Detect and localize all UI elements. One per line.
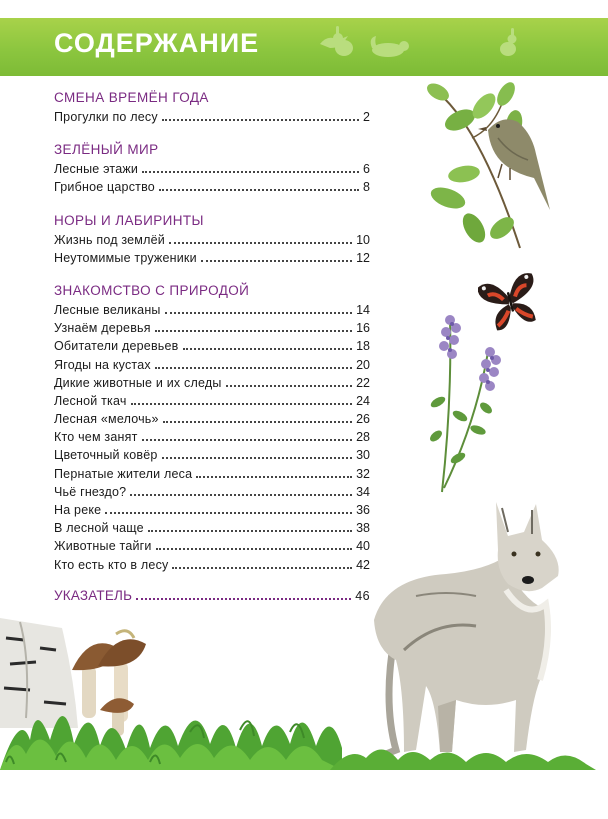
toc-entry[interactable] [54,108,370,126]
toc-entry[interactable] [54,231,370,249]
dot-leader [142,439,353,441]
squirrel-icon [368,32,414,60]
entry-title: Дикие животные и их следы [54,375,222,390]
dot-leader [105,512,352,514]
section-title: ЗЕЛЁНЫЙ МИР [54,142,159,158]
toc-entry[interactable] [54,301,370,319]
dot-leader [162,119,359,121]
page-number: 16 [356,321,370,336]
entry-title: Ягоды на кустах [54,357,151,372]
page-number: 22 [356,375,370,390]
page-number: 42 [356,557,370,572]
dot-leader [183,348,353,350]
page-number: 18 [356,339,370,354]
page-title: СОДЕРЖАНИЕ [54,28,260,58]
entry-title: Лесная «мелочь» [54,412,159,427]
entry-title: Цветочный ковёр [54,448,158,463]
entry-title: На реке [54,503,102,517]
dot-leader [196,476,352,478]
entry-title: Животные тайги [54,539,152,554]
page-number: 6 [363,162,370,177]
page-number: 10 [356,232,370,247]
toc-entry[interactable] [54,501,370,519]
toc-entry[interactable] [54,160,370,178]
page-number: 38 [356,521,370,536]
toc-entry[interactable] [54,319,370,337]
dot-leader [172,567,352,569]
dot-leader [156,548,352,550]
page-number: 8 [363,180,370,195]
purple-flower [430,312,520,496]
dot-leader [155,330,352,332]
entry-title: Жизнь под землёй [54,232,165,247]
dot-leader [165,312,352,314]
entry-title: Лесные этажи [54,162,139,177]
dot-leader [136,598,351,600]
page-number: 34 [356,484,370,499]
entry-title: Обитатели деревьев [54,339,179,354]
section-title: НОРЫ И ЛАБИРИНТЫ [54,212,204,228]
page-number: 26 [356,412,370,427]
dot-leader [159,189,359,191]
entry-title: Чьё гнездо? [54,484,127,499]
index-title: УКАЗАТЕЛЬ [54,587,133,603]
rabbit-icon [330,26,356,58]
dot-leader [226,385,353,387]
toc-entry[interactable] [54,249,370,267]
dot-leader [130,494,352,496]
toc-entry[interactable] [54,178,370,196]
page-number: 28 [356,430,370,445]
entry-title: Кто чем занят [54,430,138,445]
page-number: 14 [356,302,370,317]
entry-title: В лесной чаще [54,521,144,536]
page-number: 20 [356,357,370,372]
toc-index-entry[interactable] [54,586,370,606]
toc-entry[interactable] [54,556,370,574]
dot-leader [155,367,352,369]
page-number: 24 [356,393,370,408]
toc-entry[interactable] [54,428,370,446]
toc-entry[interactable] [54,519,370,537]
entry-title: Лесные великаны [54,302,161,317]
header-banner [0,18,608,76]
dot-leader [201,260,352,262]
toc-entry[interactable] [54,537,370,555]
page-number: 2 [363,110,370,124]
entry-title: Кто есть кто в лесу [54,557,169,572]
bird-on-branch [424,78,554,254]
section-title: ЗНАКОМСТВО С ПРИРОДОЙ [54,282,250,298]
page-number: 32 [356,466,370,481]
table-of-contents [54,88,370,606]
toc-entry[interactable] [54,337,370,355]
grass [0,660,608,770]
page-number: 30 [356,448,370,463]
page-number: 36 [356,503,370,517]
section-title: СМЕНА ВРЕМЁН ГОДА [54,90,209,105]
page-number: 12 [356,250,370,265]
entry-title: Грибное царство [54,180,155,195]
dot-leader [163,421,352,423]
entry-title: Пернатые жители леса [54,466,193,481]
toc-entry[interactable] [54,392,370,410]
toc-entry[interactable] [54,465,370,483]
dot-leader [142,171,359,173]
toc-entry[interactable] [54,356,370,374]
page-number: 46 [355,588,370,603]
toc-entry[interactable] [54,410,370,428]
toc-entry[interactable] [54,483,370,501]
entry-title: Прогулки по лесу [54,110,158,124]
entry-title: Узнаём деревья [54,321,151,336]
dot-leader [148,530,352,532]
dot-leader [162,457,353,459]
rabbit-icon [496,28,520,58]
page-number: 40 [356,539,370,554]
dot-leader [169,242,352,244]
entry-title: Неутомимые труженики [54,250,197,265]
toc-entry[interactable] [54,446,370,464]
dot-leader [131,403,353,405]
toc-entry[interactable] [54,374,370,392]
entry-title: Лесной ткач [54,393,127,408]
